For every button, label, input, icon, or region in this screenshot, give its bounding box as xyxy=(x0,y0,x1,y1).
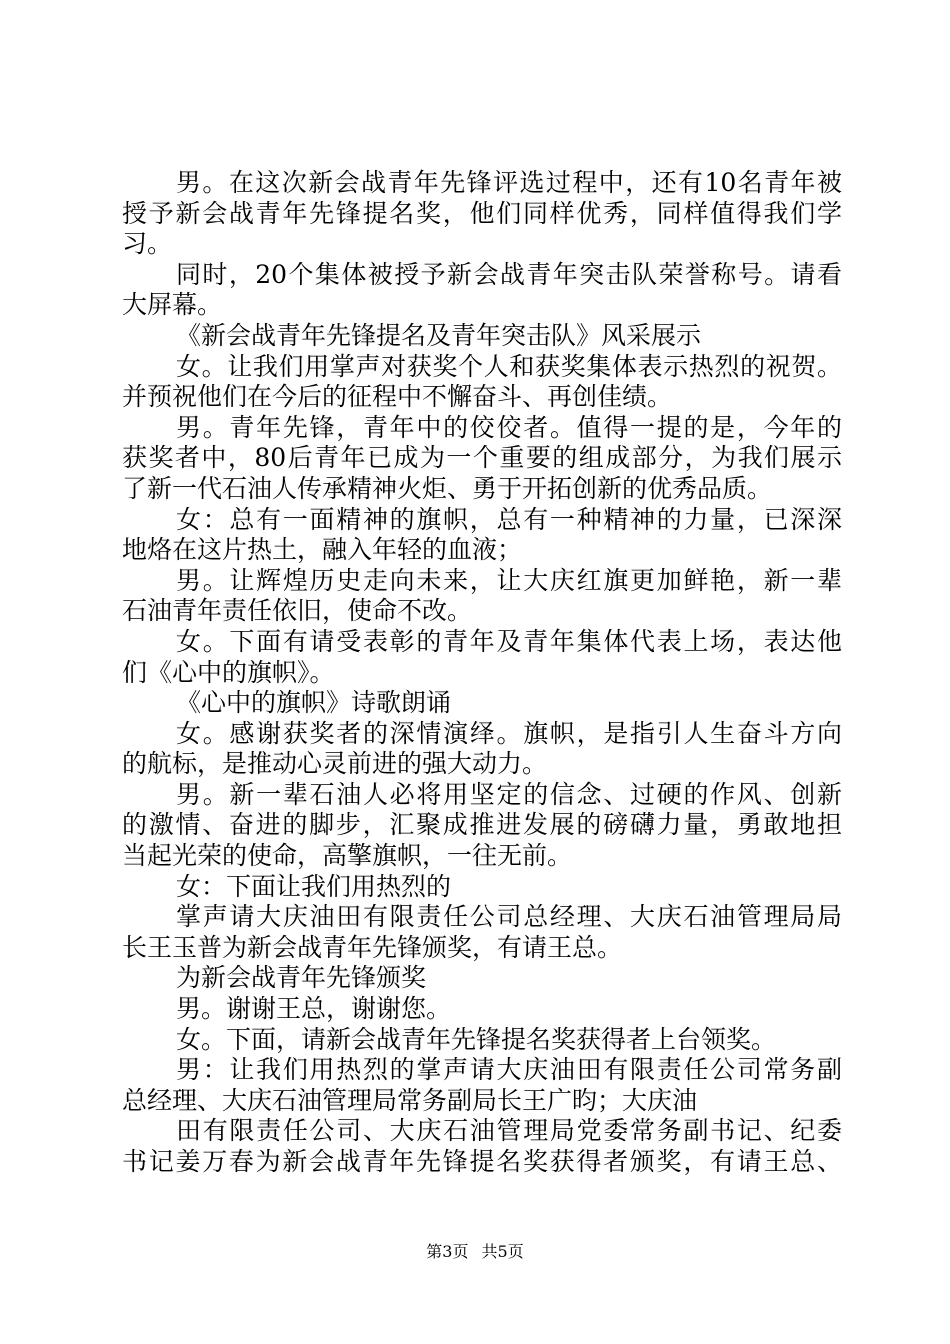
text-line: 获奖者中，80后青年已成为一个重要的组成部分，为我们展示 xyxy=(122,443,842,473)
document-body xyxy=(122,168,842,1178)
text-line: 了新一代石油人传承精神火炬、勇于开拓创新的优秀品质。 xyxy=(122,473,773,503)
text-line: 并预祝他们在今后的征程中不懈奋斗、再创佳绩。 xyxy=(122,382,673,412)
text-line: 女。让我们用掌声对获奖个人和获奖集体表示热烈的祝贺。 xyxy=(176,351,842,381)
text-line: 男。青年先锋，青年中的佼佼者。值得一提的是，今年的 xyxy=(176,412,842,442)
text-line: 为新会战青年先锋颁奖 xyxy=(176,963,427,993)
text-line: 女。下面有请受表彰的青年及青年集体代表上场，表达他 xyxy=(176,626,842,656)
text-line: 男：让我们用热烈的掌声请大庆油田有限责任公司常务副 xyxy=(176,1055,842,1085)
text-line: 女：总有一面精神的旗帜，总有一种精神的力量，已深深 xyxy=(176,504,842,534)
text-line: 地烙在这片热土，融入年轻的血液； xyxy=(122,535,523,565)
text-line: 习。 xyxy=(122,229,173,259)
text-line: 石油青年责任依旧，使命不改。 xyxy=(122,596,473,626)
text-line: 大屏幕。 xyxy=(122,290,223,320)
text-line: 田有限责任公司、大庆石油管理局党委常务副书记、纪委 xyxy=(176,1116,842,1146)
text-line: 的激情、奋进的脚步，汇聚成推进发展的磅礴力量，勇敢地担 xyxy=(122,810,842,840)
text-line: 女。感谢获奖者的深情演绎。旗帜，是指引人生奋斗方向 xyxy=(176,718,842,748)
page-footer xyxy=(0,1242,950,1262)
text-line: 男。让辉煌历史走向未来，让大庆红旗更加鲜艳，新一辈 xyxy=(176,565,842,595)
text-line: 《心中的旗帜》诗歌朗诵 xyxy=(176,688,452,718)
page-total: 共5页 xyxy=(481,1242,524,1261)
text-line: 授予新会战青年先锋提名奖，他们同样优秀，同样值得我们学 xyxy=(122,198,842,228)
text-line: 书记姜万春为新会战青年先锋提名奖获得者颁奖，有请王总、 xyxy=(122,1147,842,1176)
text-line: 《新会战青年先锋提名及青年突击队》风采展示 xyxy=(176,320,702,350)
text-line: 女：下面让我们用热烈的 xyxy=(176,871,452,901)
text-line: 长王玉普为新会战青年先锋颁奖，有请王总。 xyxy=(122,932,623,962)
text-line: 男。新一辈石油人必将用坚定的信念、过硬的作风、创新 xyxy=(176,779,842,809)
text-line: 当起光荣的使命，高擎旗帜，一往无前。 xyxy=(122,841,573,871)
text-line: 男。在这次新会战青年先锋评选过程中，还有10名青年被 xyxy=(176,168,842,197)
text-line: 男。谢谢王总，谢谢您。 xyxy=(176,994,452,1024)
text-line: 总经理、大庆石油管理局常务副局长王广昀；大庆油 xyxy=(122,1085,698,1115)
text-line: 掌声请大庆油田有限责任公司总经理、大庆石油管理局局 xyxy=(176,902,842,932)
text-line: 女。下面，请新会战青年先锋提名奖获得者上台领奖。 xyxy=(176,1024,777,1054)
text-line: 们《心中的旗帜》。 xyxy=(122,657,335,687)
page-number: 第3页 xyxy=(426,1242,469,1261)
text-line: 的航标，是推动心灵前进的强大动力。 xyxy=(122,749,548,779)
text-line: 同时，20个集体被授予新会战青年突击队荣誉称号。请看 xyxy=(176,259,842,289)
